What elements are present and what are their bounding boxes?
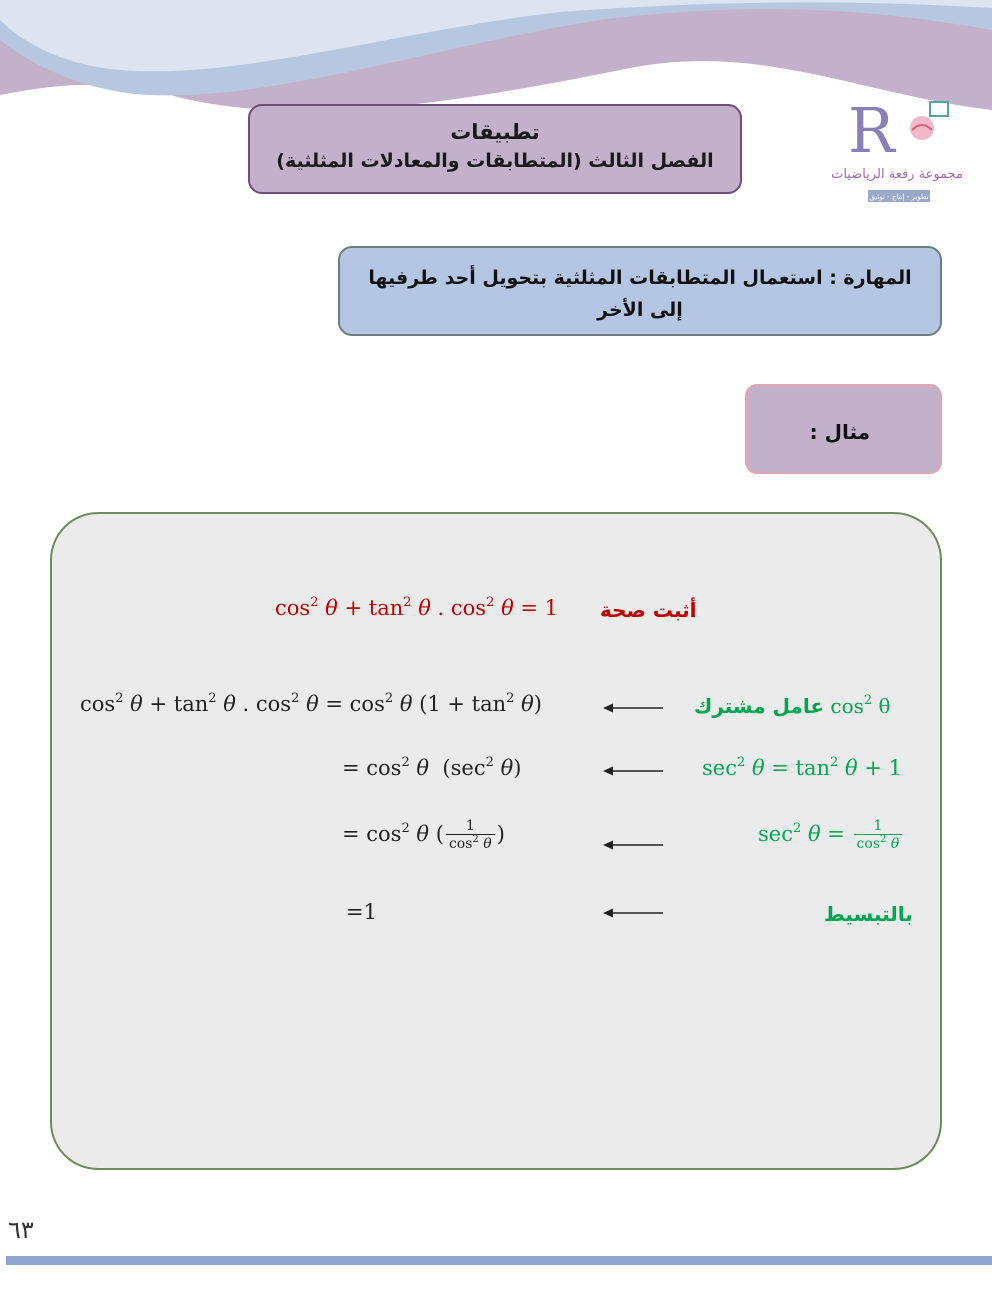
footer-bar [6, 1256, 992, 1265]
skill-box [338, 246, 942, 336]
logo-text: مجموعة رفعة الرياضيات [831, 167, 963, 182]
step-2-arrow-icon [603, 765, 663, 777]
step-3-arrow-icon [603, 839, 663, 851]
step-4-reason: بالتبسيط [824, 902, 913, 926]
logo-tagline: تطوير - إنتاج - توثيق [869, 193, 929, 201]
step-3-result: = $\cos^2 \theta$ ( $\frac{1}{\cos^2 \theta}$ ) [342, 818, 505, 852]
chapter-subtitle: الفصل الثالث (المتطابقات والمعادلات المثلثية) [276, 150, 714, 172]
skill-text: المهارة : استعمال المتطابقات المثلثية بتحويل أحد طرفيها إلى الأخر [368, 267, 912, 321]
publisher-logo [831, 94, 963, 206]
step-1-reason: عامل مشترك $\cos^2 \theta$ [694, 693, 891, 718]
example-label: مثال : [809, 420, 870, 444]
step-1-arrow-icon [603, 702, 663, 714]
step-2-reason: $\sec^2 \theta = \tan^2 \theta + 1$ [702, 755, 902, 780]
logo-letter: R [848, 94, 895, 167]
step-4-arrow-icon [603, 907, 663, 919]
step-1-result: $\cos^2 \theta + \tan^2 \theta$ . $\cos^2 \theta = \cos^2 \theta$ $(1 + \tan^2 \theta)$ [80, 691, 542, 716]
chapter-title-box [248, 104, 742, 194]
step-4-result: =1 [346, 900, 377, 924]
example-label-box [745, 384, 942, 474]
problem-expression: $\cos^2 \theta + \tan^2 \theta$ . $\cos^2 \theta = 1$ [275, 595, 559, 620]
problem-prompt: أثبت صحة [600, 598, 697, 622]
step-2-result: = $\cos^2 \theta$ ($\sec^2$ θ) [342, 755, 522, 780]
step-1-reason-text: عامل مشترك [694, 694, 825, 718]
step-3-reason: $\sec^2 \theta$ = $\frac{1}{\cos^2 \theta}$ [758, 818, 904, 853]
page-title: تطبيقات [450, 120, 540, 144]
page-number: ٦٣ [8, 1216, 34, 1244]
